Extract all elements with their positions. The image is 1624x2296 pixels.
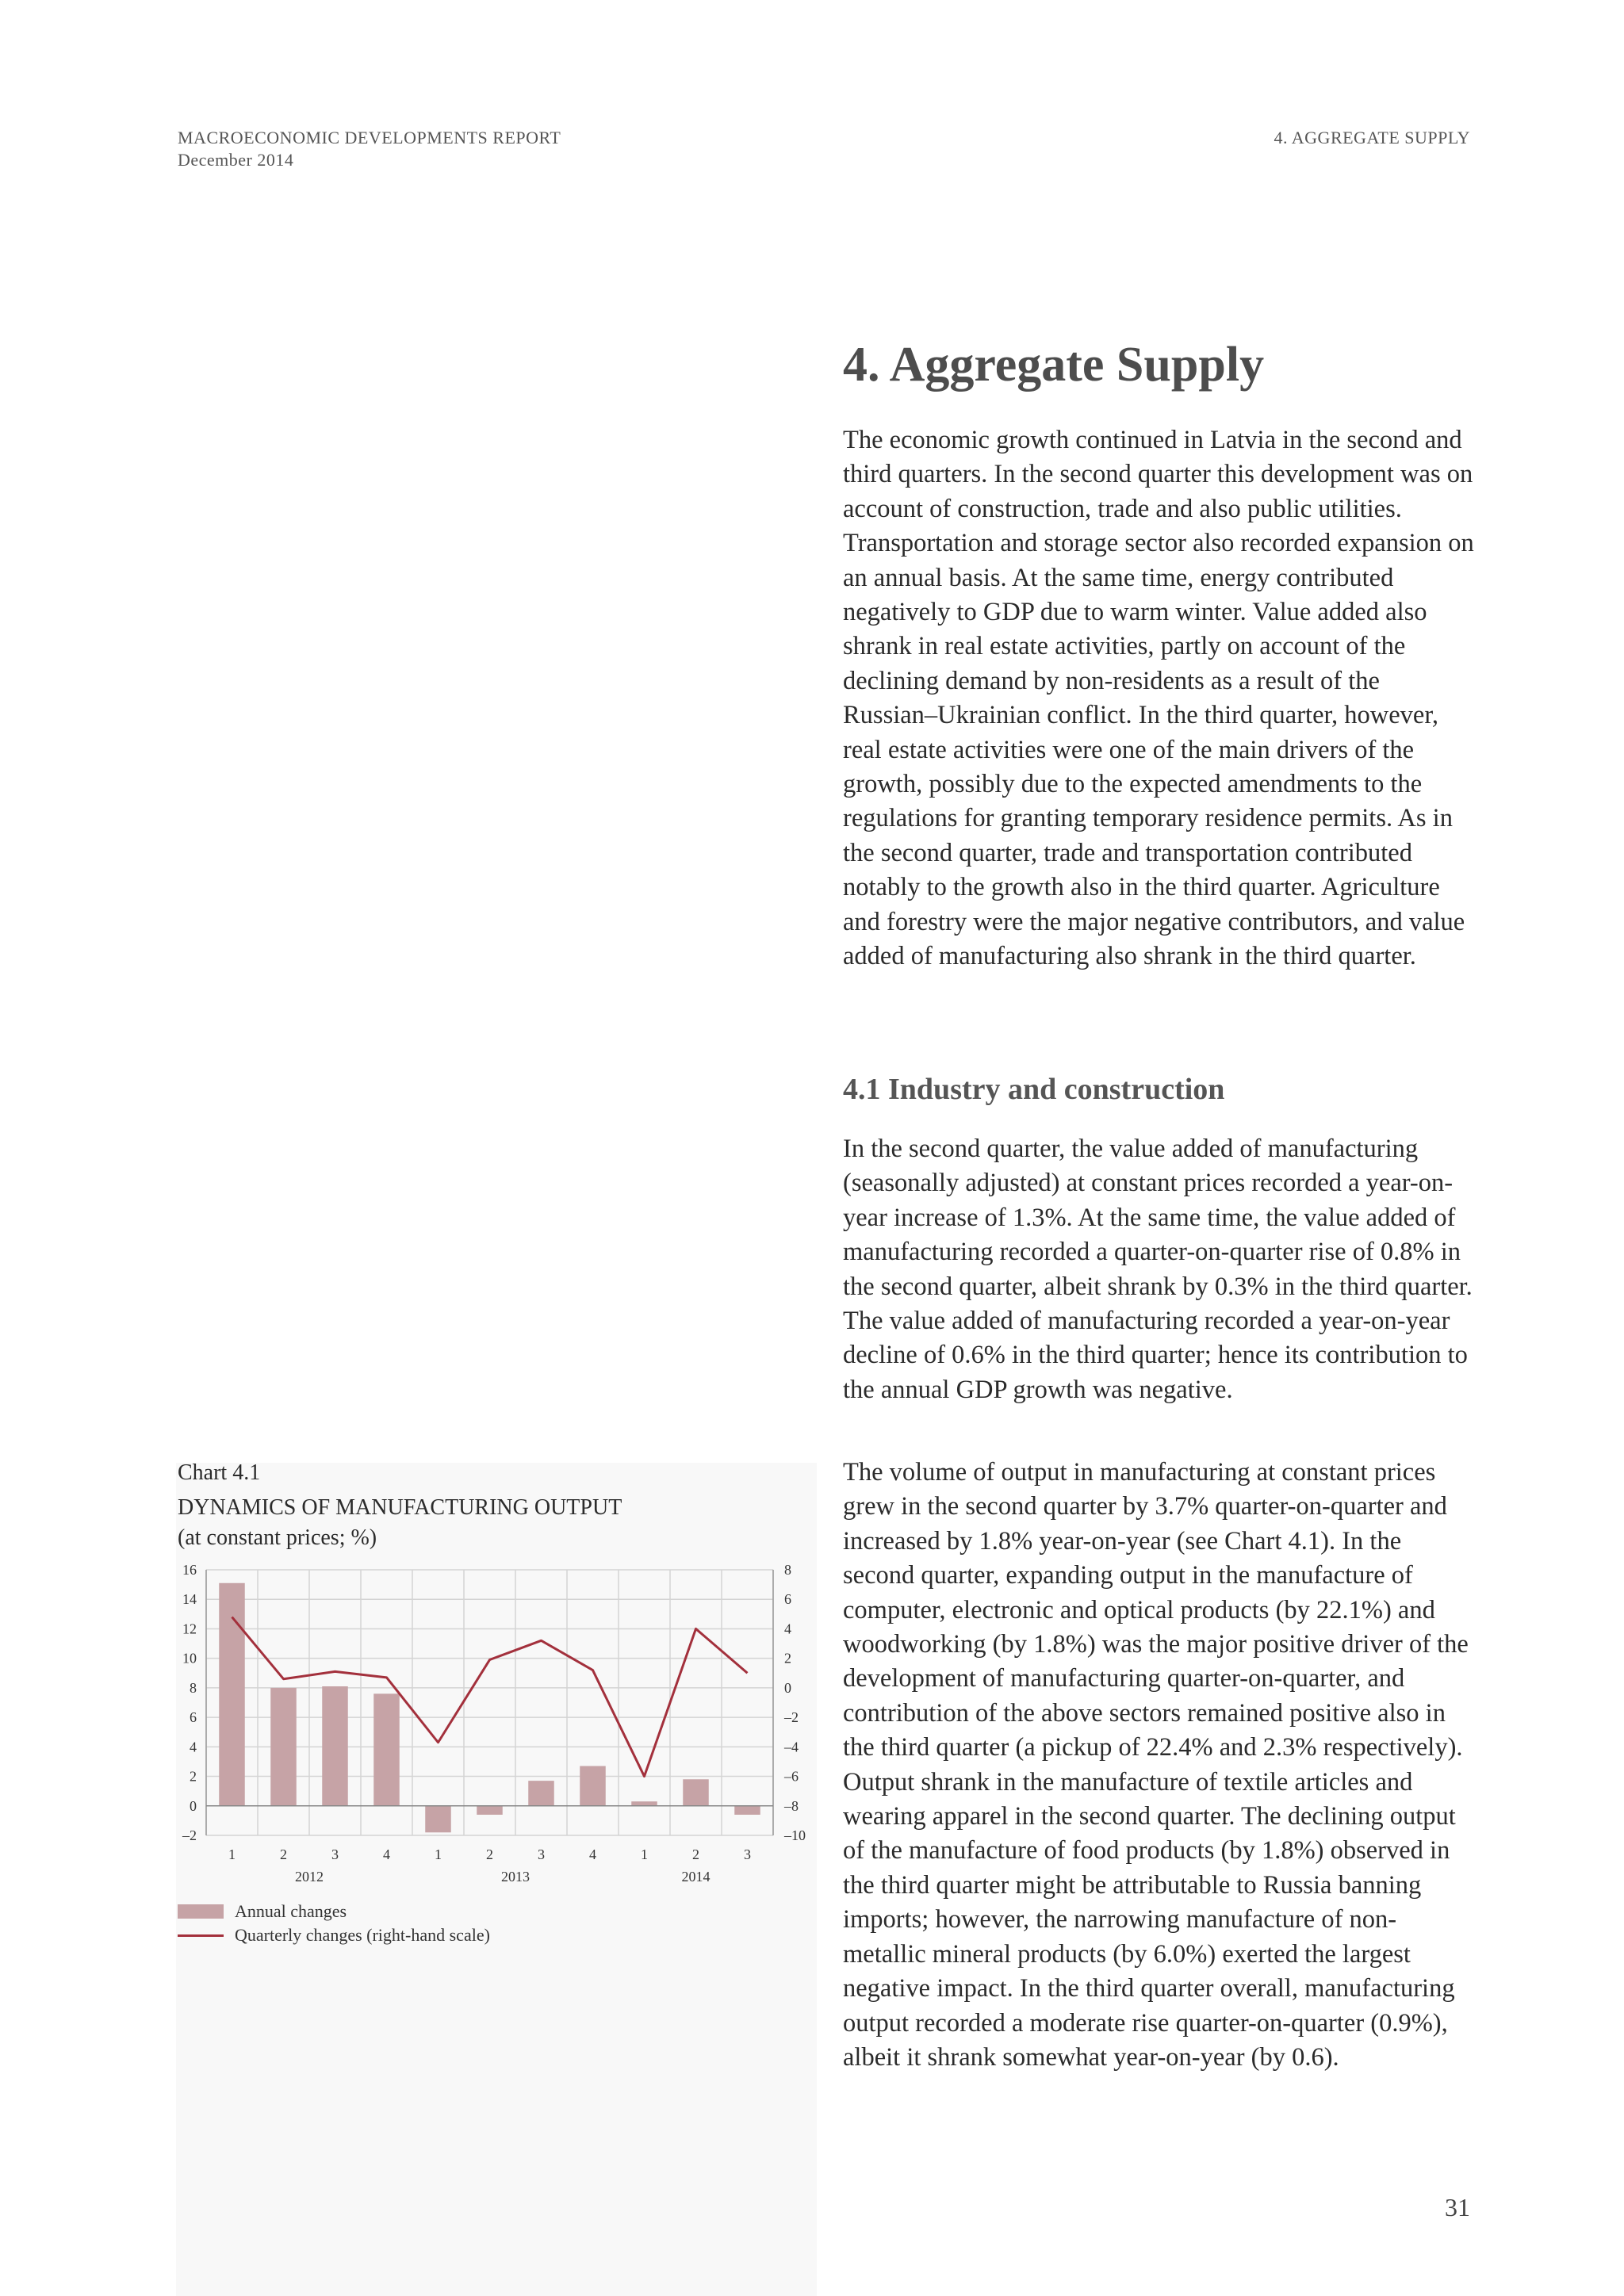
y-tick-label-left: 6 [190,1709,197,1726]
y-tick-label-right: –10 [784,1827,806,1843]
intro-paragraph: The economic growth continued in Latvia in the second and third quarters. In the second quarter this development was on account of construction, trade and also public utilities. Transportation and storage sector also recorded expansion on an annual basis. At the same time, energy contributed negatively to GDP due to warm winter. Value added also shrank in real estate activities, partly on account of the declining demand by non-residents as a result of the Russian–Ukrainian conflict. In the third quarter, however, real estate activities were one of the main drivers of the growth, possibly due to the expected amendments to the regulations for granting temporary residence permits. As in the second quarter, trade and transportation contributed notably to the growth also in the third quarter. Agriculture and forestry were the major negative contributors, and value added of manufacturing also shrank in the third quarter. [843,426,1474,971]
y-tick-label-left: 4 [190,1739,197,1755]
manufacturing-output-paragraph: The volume of output in manufacturing at constant prices grew in the second quarter by 3.7% quarter-on-quarter and increased by 1.8% year-on-year (see Chart 4.1). In the second quarter, expanding output in the manufacture of computer, electronic and optical products (by 22.1%) and woodworking (by 1.8%) was the major positive driver of the development of manufacturing quarter-on-quarter, and contribution of the above sectors remained positive also in the third quarter (a pickup of 22.4% and 2.3% respectively). Output shrank in the manufacture of textile articles and wearing apparel in the second quarter. The declining output of the manufacture of food products (by 1.8%) observed in the third quarter might be attributable to Russia banning imports; however, the narrowing manufacture of non-metallic mineral products (by 6.0%) exerted the largest negative impact. In the third quarter overall, manufacturing output recorded a moderate rise quarter-on-quarter (0.9%), albeit it shrank somewhat year-on-year (by 0.6). [843,1458,1469,2072]
y-tick-label-left: –2 [182,1827,197,1843]
manufacturing-output-chart [167,1554,817,1895]
section-title: 4. Aggregate Supply [843,338,1265,392]
y-tick-label-left: 2 [190,1768,197,1785]
x-year-label: 2014 [681,1869,710,1885]
x-tick-label: 2 [692,1846,699,1862]
bar-annual-change [528,1781,554,1806]
x-tick-label: 4 [589,1846,596,1862]
bar-annual-change [373,1693,400,1805]
y-tick-label-right: 8 [784,1562,791,1578]
bar-annual-change [219,1583,245,1806]
legend-item-annual [178,1901,347,1922]
x-tick-label: 3 [538,1846,545,1862]
subsection-title: 4.1 Industry and construction [843,1073,1225,1106]
x-year-label: 2012 [295,1869,324,1885]
running-header-left [178,127,561,171]
legend-swatch-bar [178,1904,224,1919]
x-tick-label: 2 [486,1846,493,1862]
y-tick-label-left: 0 [190,1797,197,1814]
x-tick-label: 1 [228,1846,236,1862]
y-tick-label-right: –2 [784,1709,799,1726]
x-tick-label: 1 [435,1846,442,1862]
y-tick-label-right: –6 [784,1768,799,1785]
legend-item-quarterly [178,1925,490,1946]
y-tick-label-left: 12 [182,1621,197,1637]
y-tick-label-left: 14 [182,1591,197,1608]
bar-annual-change [322,1686,348,1806]
y-tick-label-right: 4 [784,1621,791,1637]
chart-number: Chart 4.1 [178,1460,261,1485]
running-header-right: 4. AGGREGATE SUPPLY [1274,128,1470,147]
y-tick-label-left: 10 [182,1650,197,1667]
y-tick-label-left: 8 [190,1679,197,1696]
bar-annual-change [477,1806,503,1815]
y-tick-label-right: 6 [784,1591,791,1608]
x-tick-label: 3 [744,1846,751,1862]
bar-annual-change [734,1806,760,1815]
x-tick-label: 2 [280,1846,287,1862]
y-tick-label-right: –8 [784,1797,799,1814]
x-year-label: 2013 [501,1869,530,1885]
manufacturing-value-paragraph: In the second quarter, the value added of manufacturing (seasonally adjusted) at constant prices recorded a year-on-year increase of 1.3%. At the same time, the value added of manufacturing recorded a quarter-on-quarter rise of 0.8% in the second quarter, albeit shrank by 0.3% in the third quarter. The value added of manufacturing recorded a year-on-year decline of 0.6% in the third quarter; hence its contribution to the annual GDP growth was negative. [843,1135,1473,1404]
chart-title: DYNAMICS OF MANUFACTURING OUTPUT [178,1495,622,1520]
legend-label-annual: Annual changes [235,1901,347,1921]
y-tick-label-left: 16 [182,1562,197,1578]
legend-swatch-line [178,1934,224,1937]
page-number: 31 [1445,2193,1470,2221]
legend-label-quarterly: Quarterly changes (right-hand scale) [235,1925,490,1945]
chart-subtitle: (at constant prices; %) [178,1525,377,1550]
x-tick-label: 1 [641,1846,648,1862]
bar-annual-change [631,1801,657,1806]
bar-annual-change [580,1766,606,1806]
bar-annual-change [683,1779,709,1806]
report-date: December 2014 [178,150,294,170]
y-tick-label-right: 0 [784,1679,791,1696]
x-tick-label: 3 [331,1846,339,1862]
x-tick-label: 4 [383,1846,390,1862]
bar-annual-change [270,1688,297,1806]
bar-annual-change [425,1806,451,1833]
y-tick-label-right: 2 [784,1650,791,1667]
y-tick-label-right: –4 [784,1739,799,1755]
report-title: MACROECONOMIC DEVELOPMENTS REPORT [178,128,561,147]
